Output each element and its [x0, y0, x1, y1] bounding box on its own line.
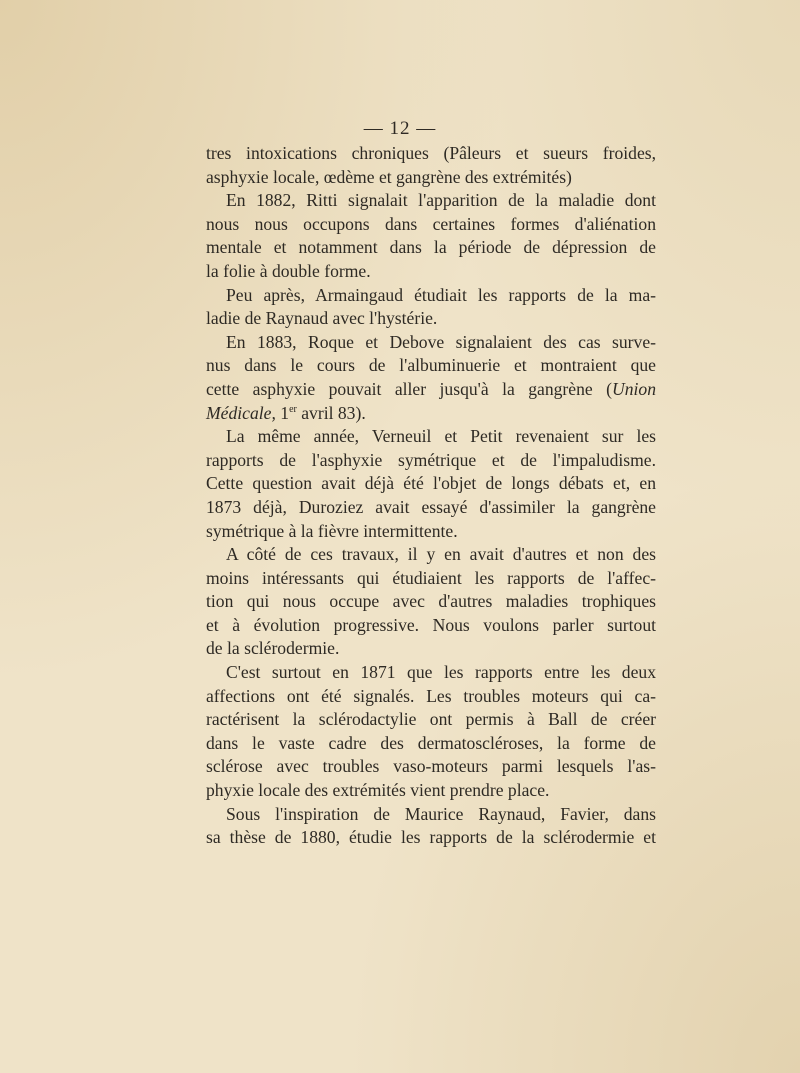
text-line: et à évolution progressive. Nous voulons parler surtout — [206, 614, 656, 635]
text-line: cette asphyxie pouvait aller jusqu'à la gangrène (Union — [206, 378, 656, 399]
text-line: En 1883, Roque et Debove signalaient des cas surve- — [226, 331, 656, 352]
text-line: asphyxie locale, œdème et gangrène des extrémités) — [206, 166, 572, 187]
text-line: ractérisent la sclérodactylie ont permis à Ball de créer — [206, 709, 656, 730]
text-line: affections ont été signalés. Les troubles moteurs qui ca- — [206, 685, 656, 706]
text-line: C'est surtout en 1871 que les rapports entre les deux — [226, 662, 656, 683]
text-line: Cette question avait déjà été l'objet de longs débats et, en — [206, 473, 656, 494]
text-line: Médicale, 1er avril 83). — [206, 402, 366, 423]
text-line: En 1882, Ritti signalait l'apparition de la maladie dont — [226, 190, 656, 211]
text-line: rapports de l'asphyxie symétrique et de l'impaludisme. — [206, 449, 656, 470]
page-number: — 12 — — [363, 118, 437, 139]
text-line: la folie à double forme. — [206, 260, 371, 281]
body-text — [206, 142, 656, 850]
text-line: tion qui nous occupe avec d'autres maladies trophiques — [206, 591, 656, 612]
text-line: La même année, Verneuil et Petit revenaient sur les — [226, 426, 656, 447]
text-line: ladie de Raynaud avec l'hystérie. — [206, 308, 438, 329]
text-line: nus dans le cours de l'albuminuerie et montraient que — [206, 355, 656, 376]
text-line: Peu après, Armaingaud étudiait les rapports de la ma- — [226, 284, 656, 305]
text-line: Sous l'inspiration de Maurice Raynaud, Favier, dans — [226, 803, 656, 824]
text-line: dans le vaste cadre des dermatoscléroses, la forme de — [206, 732, 656, 753]
text-line: 1873 déjà, Duroziez avait essayé d'assimiler la gangrène — [206, 496, 656, 517]
text-line: moins intéressants qui étudiaient les rapports de l'affec- — [206, 567, 656, 588]
text-line: A côté de ces travaux, il y en avait d'autres et non des — [226, 544, 656, 565]
text-line: sa thèse de 1880, étudie les rapports de la sclérodermie et — [206, 827, 656, 848]
text-line: mentale et notamment dans la période de dépression de — [206, 237, 656, 258]
text-line: symétrique à la fièvre intermittente. — [206, 520, 458, 541]
text-line: phyxie locale des extrémités vient prendre place. — [206, 780, 550, 801]
text-line: de la sclérodermie. — [206, 638, 340, 659]
text-line: nous nous occupons dans certaines formes d'aliénation — [206, 213, 656, 234]
text-line: sclérose avec troubles vaso-moteurs parmi lesquels l'as- — [206, 756, 656, 777]
text-line: tres intoxications chroniques (Pâleurs et sueurs froides, — [206, 143, 656, 163]
